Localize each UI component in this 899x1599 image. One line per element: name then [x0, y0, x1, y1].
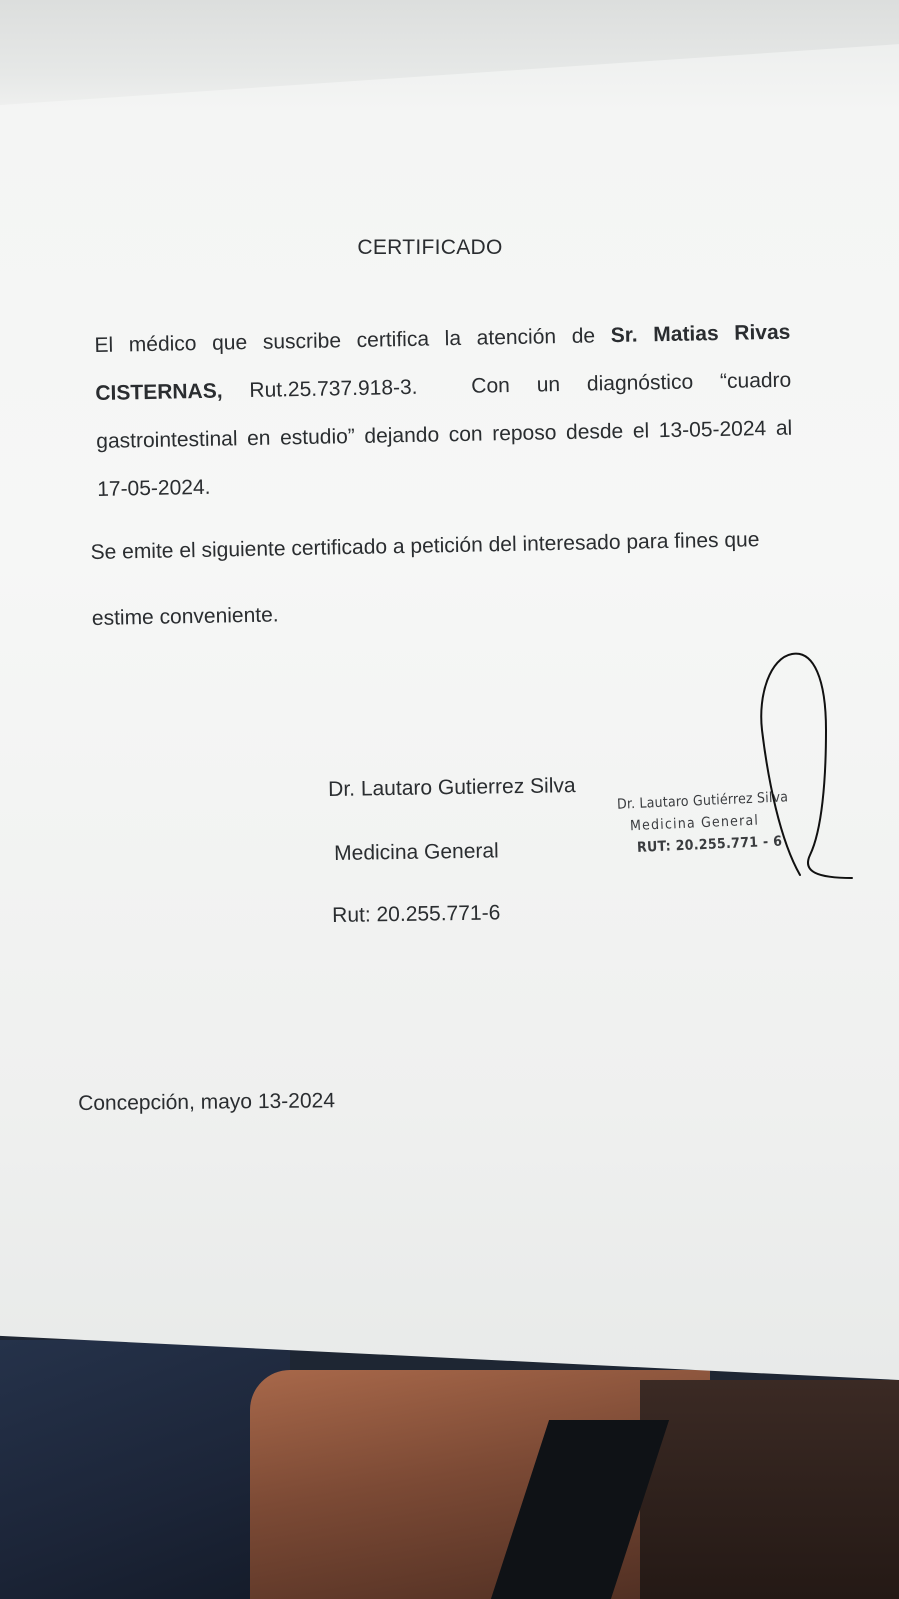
doctor-name: Dr. Lautaro Gutierrez Silva: [328, 774, 576, 801]
background-surface: [640, 1380, 899, 1599]
body-intro: El médico que suscribe certifica la atención de: [94, 324, 596, 357]
patient-name: Sr. Matias Rivas CISTERNAS,: [95, 320, 791, 405]
place-and-date: Concepción, mayo 13-2024: [78, 1089, 336, 1115]
patient-rut: Rut.25.737.918-3.: [249, 375, 418, 403]
document-title: CERTIFICADO: [357, 236, 503, 259]
doctor-rut: Rut: 20.255.771-6: [332, 901, 501, 927]
closing-paragraph: Se emite el siguiente certificado a petición del interesado para fines que estime conveniente.: [90, 528, 760, 630]
certificate-body: [94, 309, 794, 514]
diagnosis-text: Con un diagnóstico “cuadro gastrointestinal en estudio” dejando con reposo desde el 13-05-2024 al 17-05-2024.: [96, 368, 793, 501]
stamp-line-rut: RUT: 20.255.771 - 6: [636, 833, 783, 856]
stamp-line-name: Dr. Lautaro Gutiérrez Silva: [616, 789, 789, 813]
doctor-specialty: Medicina General: [334, 839, 499, 865]
stamp-line-specialty: Medicina General: [629, 812, 760, 835]
handwritten-signature: [740, 650, 870, 890]
